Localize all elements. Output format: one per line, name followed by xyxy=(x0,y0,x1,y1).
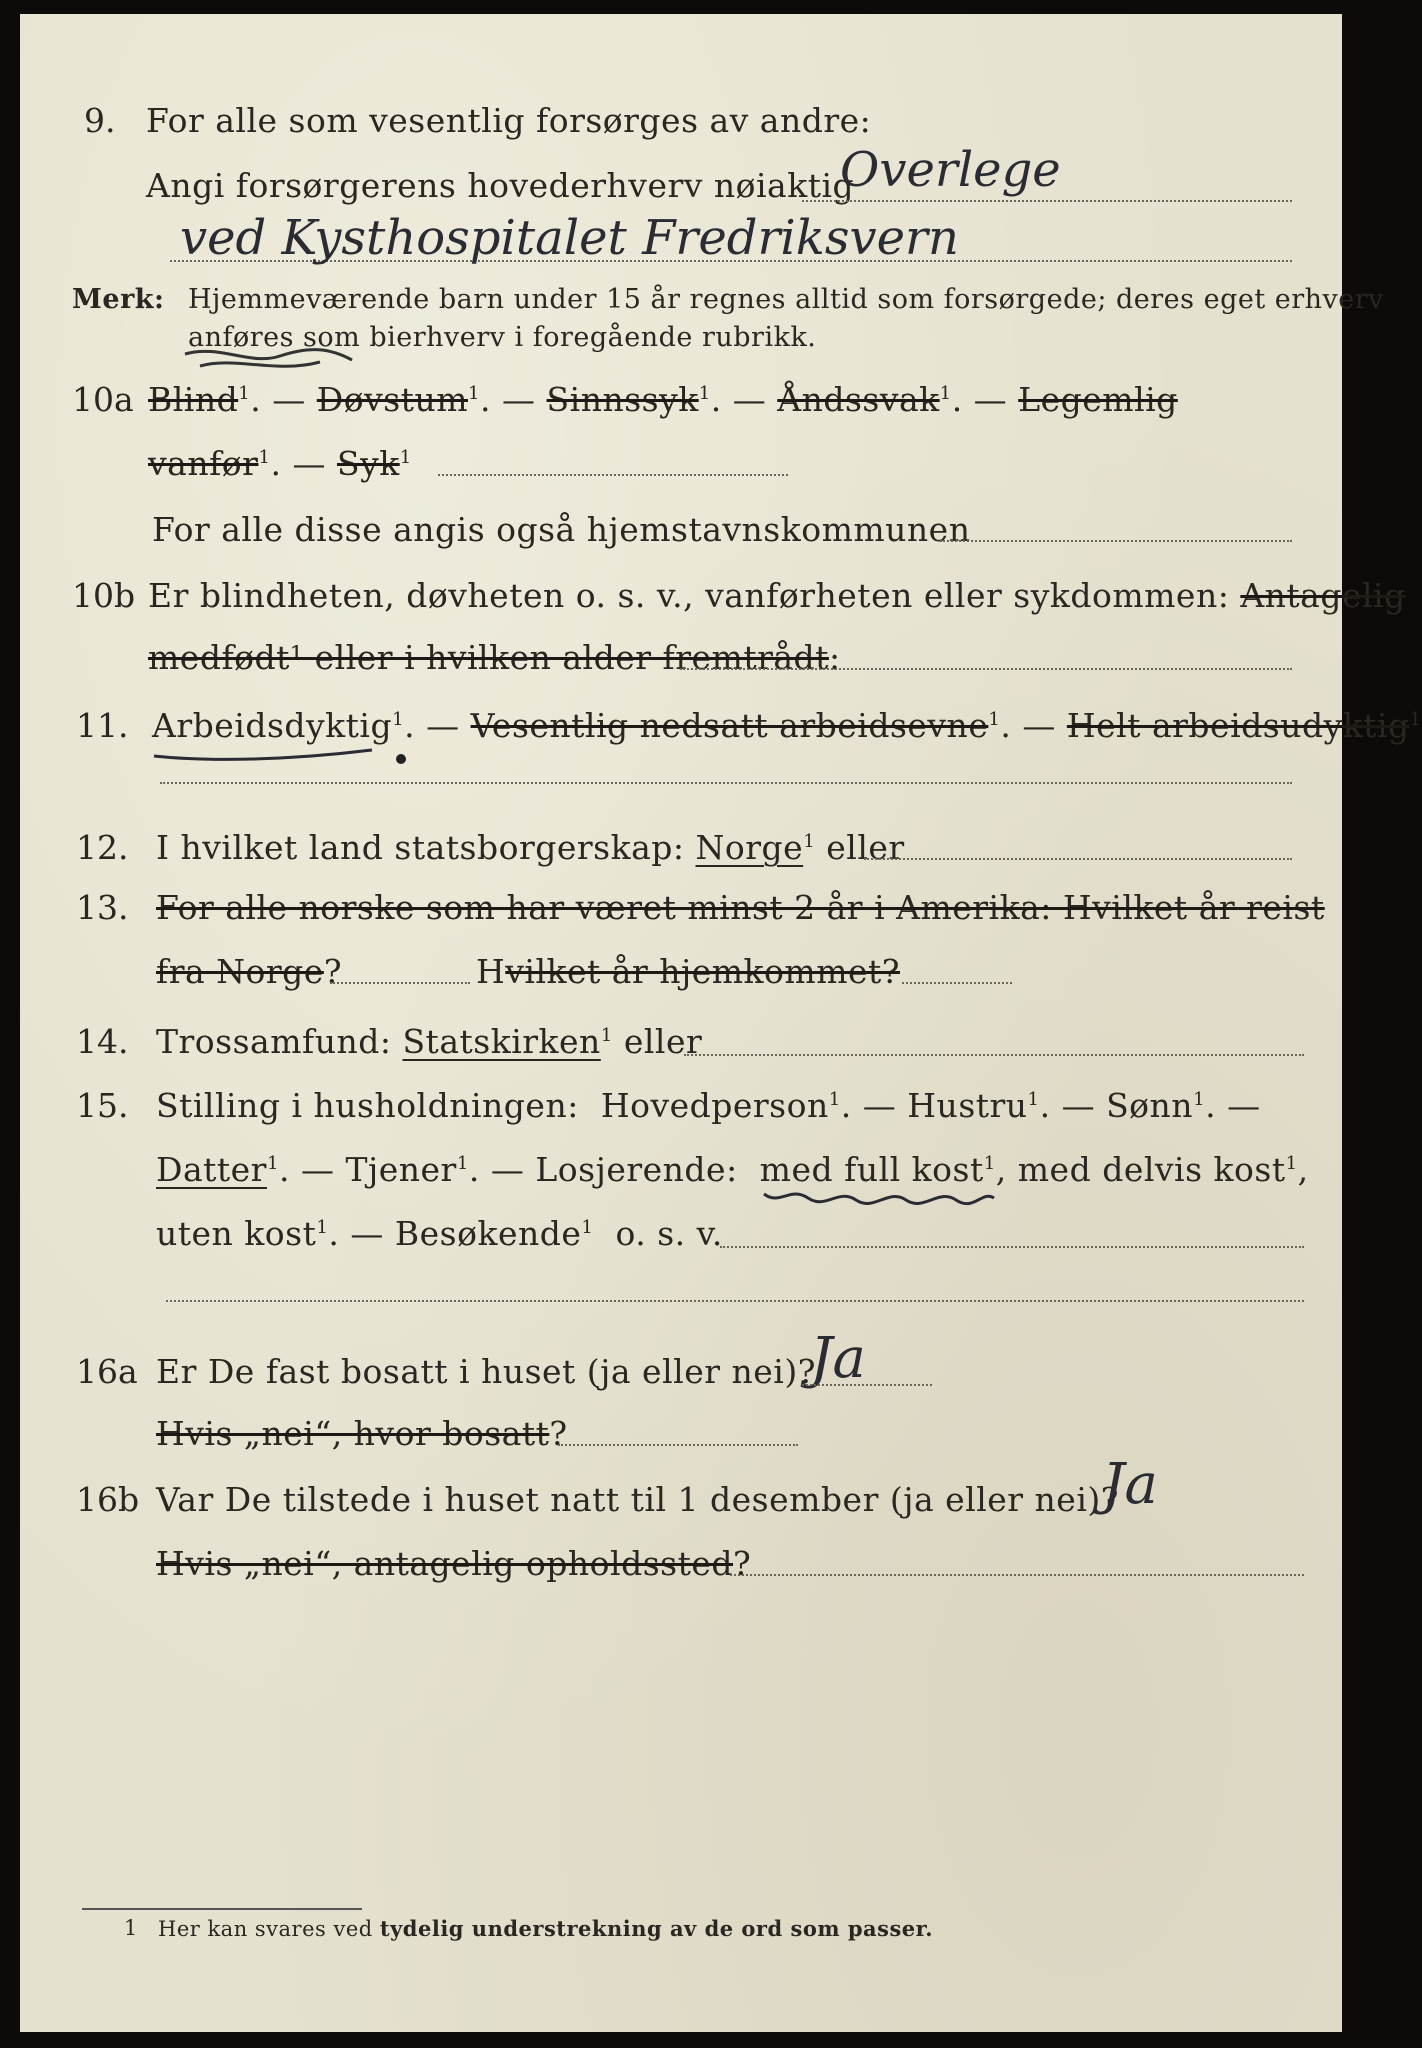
q16b-line1: Var De tilstede i huset natt til 1 desember (ja eller nei)? xyxy=(156,1480,1119,1519)
q16b-handwritten-answer: Ja xyxy=(1102,1452,1158,1517)
q16a-line1: Er De fast bosatt i huset (ja eller nei)? xyxy=(156,1352,816,1391)
option-hustru: Hustru xyxy=(907,1086,1028,1125)
option-helt-arbeidsudyktig: Helt arbeidsudyktig xyxy=(1066,706,1410,745)
q10b-number: 10b xyxy=(72,576,136,615)
q11-number: 11. xyxy=(76,706,129,745)
q10b-line2: medfødt¹ eller i hvilken alder fremtrådt: xyxy=(148,638,841,677)
option-norge: Norge xyxy=(695,828,804,867)
option-med-full-kost: med full kost xyxy=(759,1150,984,1189)
q10a-number: 10a xyxy=(72,380,134,419)
q9-number: 9. xyxy=(84,101,116,140)
q9-answer-line-1 xyxy=(802,200,1292,202)
option-vesentlig-nedsatt: Vesentlig nedsatt arbeidsevne xyxy=(470,706,989,745)
q16b-line2: Hvis „nei“, antagelig opholdssted? xyxy=(156,1544,752,1583)
footnote-text: Her kan svares ved tydelig understrekning av de ord som passer. xyxy=(158,1916,934,1941)
option-uten-kost: uten kost xyxy=(156,1214,317,1253)
q12-line: I hvilket land statsborgerskap: Norge$^1$ eller xyxy=(156,828,905,867)
q13-reist-line xyxy=(330,982,470,984)
option-legemlig: Legemlig xyxy=(1018,380,1178,419)
q15-line1: Stilling i husholdningen: Hovedperson$^1$. — Hustru$^1$. — Sønn$^1$. — xyxy=(156,1086,1261,1125)
q10a-line3: For alle disse angis også hjemstavnskommunen xyxy=(152,510,971,549)
q10b-answer-line xyxy=(680,668,1292,670)
q13-line2: fra Norge? xyxy=(156,952,343,991)
q15-line3: uten kost$^1$. — Besøkende$^1$ o. s. v. xyxy=(156,1214,723,1253)
q10b-line1: Er blindheten, døvheten o. s. v., vanførheten eller sykdommen: Antagelig xyxy=(148,576,1406,615)
option-sonn: Sønn xyxy=(1106,1086,1194,1125)
q10a-line1: Blind$^1$. — Døvstum$^1$. — Sinnssyk$^1$. — Åndssvak$^1$. — Legemlig xyxy=(148,380,1178,419)
option-syk: Syk xyxy=(336,444,400,483)
q10a-line2: vanfør$^1$. — Syk$^1$ xyxy=(148,444,412,483)
handwritten-wavy-underline-full-kost xyxy=(760,1184,1000,1218)
q14-line: Trossamfund: Statskirken$^1$ eller xyxy=(156,1022,703,1061)
option-blind: Blind xyxy=(148,380,239,419)
option-andssvak: Åndssvak xyxy=(777,380,940,419)
option-tjener: Tjener xyxy=(345,1150,457,1189)
q11-answer-line xyxy=(160,782,1292,784)
q13-line1: For alle norske som har været minst 2 år i Amerika: Hvilket år reist xyxy=(156,888,1325,927)
handwritten-underline-arbeidsdyktig xyxy=(150,740,380,770)
q9-line2: Angi forsørgerens hovederhverv nøiaktig xyxy=(146,166,855,205)
merk-label: Merk: xyxy=(72,284,165,315)
q16a-line2: Hvis „nei“, hvor bosatt? xyxy=(156,1414,568,1453)
q13-number: 13. xyxy=(76,888,129,927)
q9-handwritten-answer-2: ved Kysthospitalet Fredriksvern xyxy=(180,210,959,266)
ink-scribble-mark xyxy=(180,336,360,386)
ink-dot xyxy=(396,754,406,764)
q9-line1: For alle som vesentlig forsørges av andre: xyxy=(146,101,872,140)
q16a-bosatt-line xyxy=(558,1444,798,1446)
q15-number: 15. xyxy=(76,1086,129,1125)
option-dovstum: Døvstum xyxy=(316,380,468,419)
footnote-rule xyxy=(82,1908,362,1910)
q16a-handwritten-answer: Ja xyxy=(810,1326,866,1391)
census-form-page xyxy=(20,14,1422,2032)
q10a-answer-line xyxy=(438,474,788,476)
footnote-mark: 1 xyxy=(124,1916,138,1940)
option-hovedperson: Hovedperson xyxy=(600,1086,829,1125)
q15-line2: Datter$^1$. — Tjener$^1$. — Losjerende: med full kost$^1$, med delvis kost$^1$, xyxy=(156,1150,1309,1189)
q16b-number: 16b xyxy=(76,1480,140,1519)
q12-answer-line xyxy=(864,858,1292,860)
option-med-delvis-kost: med delvis kost xyxy=(1017,1150,1286,1189)
q13-hjemkommet-line xyxy=(902,982,1012,984)
option-arbeidsdyktig: Arbeidsdyktig xyxy=(152,706,393,745)
q14-answer-line xyxy=(684,1054,1304,1056)
option-vanfor: vanfør xyxy=(148,444,259,483)
option-antagelig: Antagelig xyxy=(1240,576,1406,615)
option-sinnssyk: Sinnssyk xyxy=(546,380,699,419)
q9-handwritten-answer-1: Overlege xyxy=(840,142,1061,198)
merk-line2: anføres som bierhverv i foregående rubrikk. xyxy=(188,322,817,353)
q12-number: 12. xyxy=(76,828,129,867)
option-datter: Datter xyxy=(156,1150,267,1189)
merk-line1: Hjemmeværende barn under 15 år regnes alltid som forsørgede; deres eget erhverv xyxy=(188,284,1384,315)
q15-answer-line-1 xyxy=(720,1246,1304,1248)
q16a-answer-line xyxy=(802,1384,932,1386)
q11-line1: Arbeidsdyktig$^1$. — Vesentlig nedsatt arbeidsevne$^1$. — Helt arbeidsudyktig$^1$ xyxy=(152,706,1422,745)
option-besokende: Besøkende xyxy=(394,1214,582,1253)
option-statskirken: Statskirken xyxy=(402,1022,601,1061)
q13-line2b: Hvilket år hjemkommet? xyxy=(476,952,900,991)
q15-answer-line-2 xyxy=(166,1300,1304,1302)
q16a-number: 16a xyxy=(76,1352,138,1391)
q10a-hjemstavn-line xyxy=(940,540,1292,542)
q16b-opholdssted-line xyxy=(730,1574,1304,1576)
q14-number: 14. xyxy=(76,1022,129,1061)
